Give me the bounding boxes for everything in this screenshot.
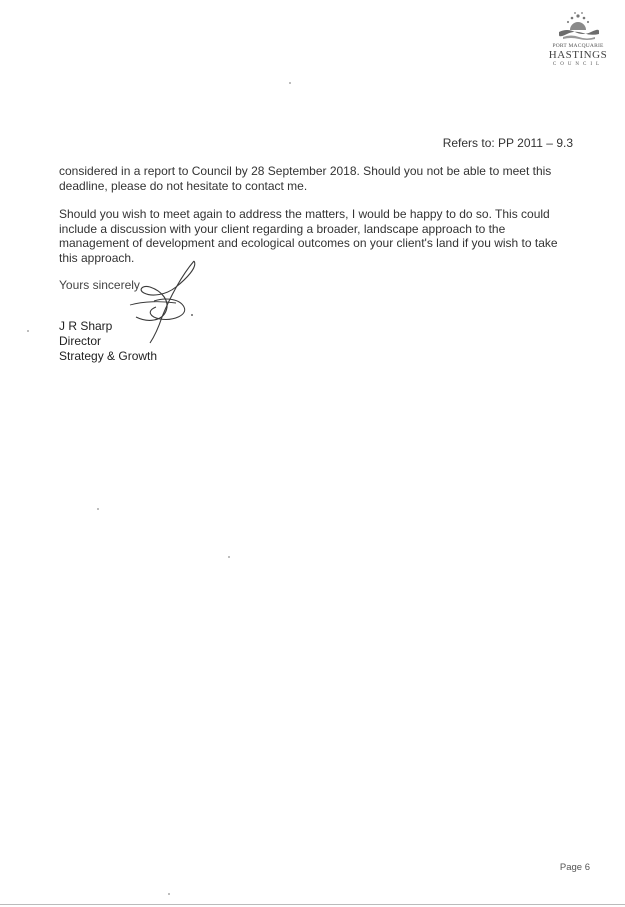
scan-speck bbox=[27, 330, 29, 332]
signatory-department: Strategy & Growth bbox=[59, 349, 158, 363]
logo-text-council: COUNCIL bbox=[552, 62, 604, 67]
signatory-name: J R Sharp bbox=[59, 319, 113, 333]
council-logo-mark-icon bbox=[555, 10, 601, 42]
body-paragraph-1: considered in a report to Council by 28 September 2018. Should you not be able to meet this deadline, please do not hesitate to contact me. bbox=[59, 164, 552, 193]
page-edge-line bbox=[0, 904, 625, 905]
signatory-title: Director bbox=[59, 334, 102, 348]
logo-text-port-macquarie: PORT MACQUARIE bbox=[552, 43, 604, 49]
logo-text-hastings: HASTINGS bbox=[548, 49, 608, 61]
reference-line: Refers to: PP 2011 – 9.3 bbox=[442, 136, 573, 150]
scan-speck bbox=[289, 82, 291, 84]
page-number: Page 6 bbox=[559, 862, 590, 873]
scan-speck bbox=[97, 508, 99, 510]
council-logo bbox=[540, 10, 616, 70]
scan-speck bbox=[168, 893, 170, 895]
scan-speck bbox=[228, 556, 230, 558]
body-paragraph-2: Should you wish to meet again to address the matters, I would be happy to do so. This could include a discussion with your client regarding a broader, landscape approach to the management of development and ecological outcomes on your client's land if you wish to take this approach. bbox=[59, 207, 558, 265]
signatory-block bbox=[59, 319, 157, 364]
closing-salutation: Yours sincerely bbox=[59, 278, 140, 292]
